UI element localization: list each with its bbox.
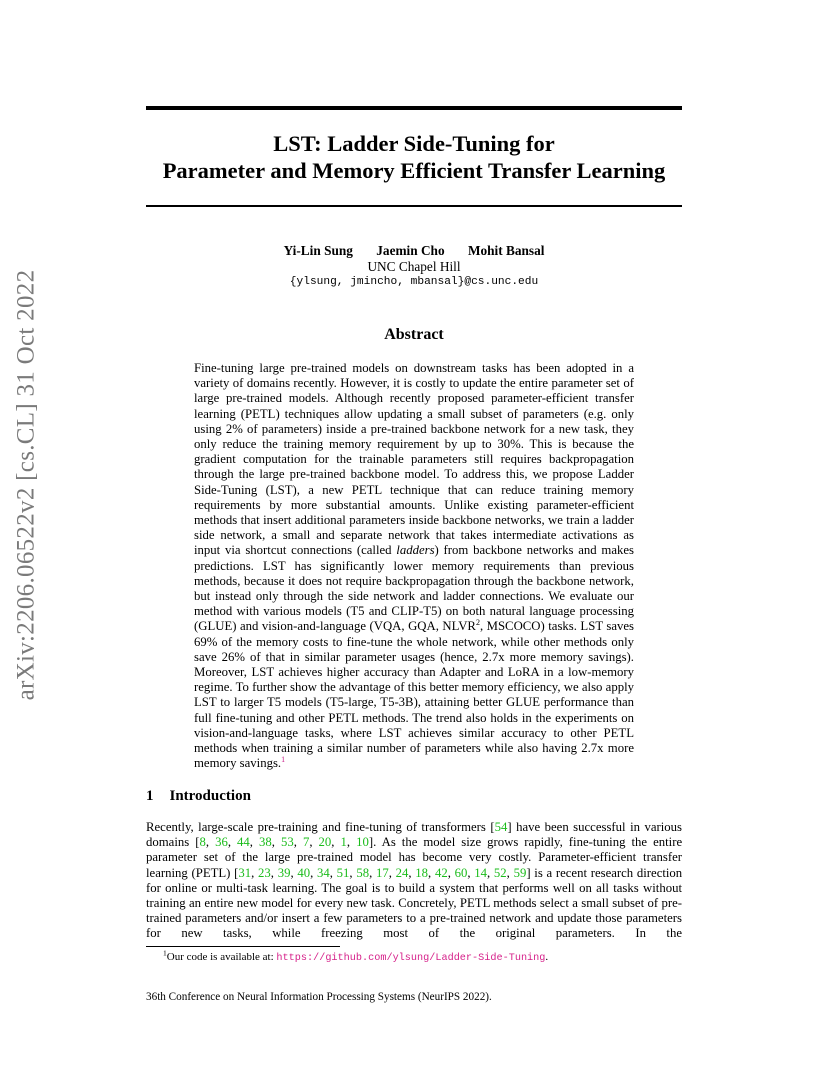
abstract-text: Fine-tuning large pre-trained models on downstream tasks has been adopted in a variety of domains recently. However, it is costly to update the entire parameter set of large pre-trained models. Although recently proposed parameter-efficient transfer learning (PETL) techniques allow updating a small subset of parameters (e.g. only using 2% of parameters) inside a pre-trained backbone network for a new task, they only reduce the training memory requirement by up to 30%. This is because the gradient computation for the trainable parameters still requires backpropagation through the large pre-trained backbone model. To address this, we propose Ladder Side-Tuning (LST), a new PETL technique that can reduce training memory requirements by more substantial amounts. Unlike existing parameter-efficient methods that insert additional parameters inside backbone networks, we train a ladder side network, a small and separate network that takes intermediate activations as input via shortcut connections (called (194, 361, 634, 558)
title-line-1: LST: Ladder Side-Tuning for (273, 131, 555, 156)
citation-link[interactable]: 34 (317, 865, 330, 880)
citation-link[interactable]: 53 (280, 835, 294, 850)
citation-group: 8, 36, 44, 38, 53, 7, 20, 1, 10 (199, 835, 369, 850)
citation-link[interactable]: 60 (454, 865, 468, 880)
citation-link[interactable]: 42 (434, 865, 448, 880)
citation-link[interactable]: 54 (494, 820, 508, 834)
paper-title (120, 130, 708, 184)
venue-footer: 36th Conference on Neural Information Processing Systems (NeurIPS 2022). (146, 991, 492, 1003)
footnote-end: . (545, 951, 549, 963)
author-name: Mohit Bansal (467, 243, 545, 258)
citation-group: 31, 23, 39, 40, 34, 51, 58, 17, 24, 18, 42, 60, 14, 52, 59 (238, 865, 527, 880)
citation-link[interactable]: 52 (493, 865, 507, 880)
footnote (146, 950, 682, 966)
author-name: Jaemin Cho (376, 243, 445, 258)
arxiv-stamp (12, 269, 40, 701)
abstract-ladders-term: ladders (396, 543, 435, 558)
citation-link[interactable]: 39 (277, 865, 291, 880)
title-rule-bottom (146, 205, 682, 207)
abstract-text: , MSCOCO) tasks. LST saves 69% of the memory costs to fine-tune the whole network, while other methods only save 26% of that in similar parameter usages (hence, 2.7x more memory savings). Moreover, LST achieves higher accuracy than Adapter and LoRA in a low-memory regime. To further show the advantage of this better memory efficiency, we also apply LST to larger T5 models (T5-large, T5-3B), attaining better GLUE performance than full fine-tuning and other PETL methods. The trend also holds in the experiments on vision-and-language tasks, where LST achieves similar accuracy to other PETL methods when training a similar number of parameters while also having 2.7x more memory savings. (194, 619, 634, 771)
abstract-superscript: 2 (475, 618, 480, 628)
citation-link[interactable]: 20 (318, 835, 332, 850)
citation-link[interactable]: 59 (513, 865, 527, 880)
title-rule-top (146, 106, 682, 110)
citation-link[interactable]: 8 (199, 835, 206, 850)
abstract-heading: Abstract (384, 326, 444, 343)
citation-link[interactable]: 51 (336, 865, 350, 880)
section-heading (146, 788, 251, 805)
citation-link[interactable]: 1 (340, 835, 347, 850)
citation-link[interactable]: 40 (297, 865, 311, 880)
arxiv-stamp-text: arXiv:2206.06522v2 [cs.CL] 31 Oct 2022 (12, 269, 40, 701)
citation-link[interactable]: 58 (356, 865, 370, 880)
code-url-link[interactable]: https://github.com/ylsung/Ladder-Side-Tuning (276, 953, 546, 964)
section-title: Introduction (169, 788, 251, 804)
citation-link[interactable]: 24 (395, 865, 409, 880)
intro-text: ] is a recent research direction for online or multi-task learning. The goal is to build a system that performs well on all tasks without training an entire new model for every new task. Concretely, PETL methods select a small subset of pre-trained parameters and/or insert a few parameters to a pre-trained network and update those parameters for new tasks, while freezing most of the original parameters. In the (146, 865, 683, 941)
citation-link[interactable]: 44 (237, 835, 250, 850)
author-list (146, 243, 682, 259)
citation-link[interactable]: 38 (259, 835, 272, 850)
footnote-rule (146, 946, 340, 947)
footnote-mark: 1 (163, 948, 167, 958)
intro-paragraph (146, 820, 682, 942)
citation-link[interactable]: 23 (258, 865, 271, 880)
citation-link[interactable]: 17 (375, 865, 389, 880)
intro-text: Recently, large-scale pre-training and fine-tuning of transformers [ (146, 820, 495, 834)
footnote-link[interactable]: 1 (281, 755, 286, 765)
footnote-text: Our code is available at: (166, 951, 277, 963)
abstract-body (194, 361, 634, 771)
intro-text: ] have been successful in various domains [ (146, 820, 682, 850)
intro-text: ]. As the model size grows rapidly, fine-tuning the entire parameter set of the large pre-trained model has become very costly. Parameter-efficient transfer learning (PETL) [ (146, 835, 683, 880)
citation-link[interactable]: 14 (474, 865, 488, 880)
citation-link[interactable]: 18 (415, 865, 429, 880)
title-line-2: Parameter and Memory Efficient Transfer Learning (162, 158, 666, 183)
citation-link[interactable]: 31 (238, 865, 252, 880)
author-email: {ylsung, jmincho, mbansal}@cs.unc.edu (289, 276, 539, 288)
citation-link[interactable]: 10 (356, 835, 369, 850)
author-name: Yi-Lin Sung (283, 243, 353, 258)
abstract-text: ) from backbone networks and makes predictions. LST has significantly lower memory requirements than previous methods, because it does not require backpropagation through the backbone network, but instead only through the side network and ladder connections. We evaluate our method with various models (T5 and CLIP-T5) on both natural language processing (GLUE) and vision-and-language (VQA, GQA, NLVR (194, 543, 634, 634)
citation-link[interactable]: 36 (215, 835, 228, 850)
section-number: 1 (146, 788, 154, 804)
affiliation: UNC Chapel Hill (367, 259, 461, 274)
citation-link[interactable]: 7 (302, 835, 310, 850)
